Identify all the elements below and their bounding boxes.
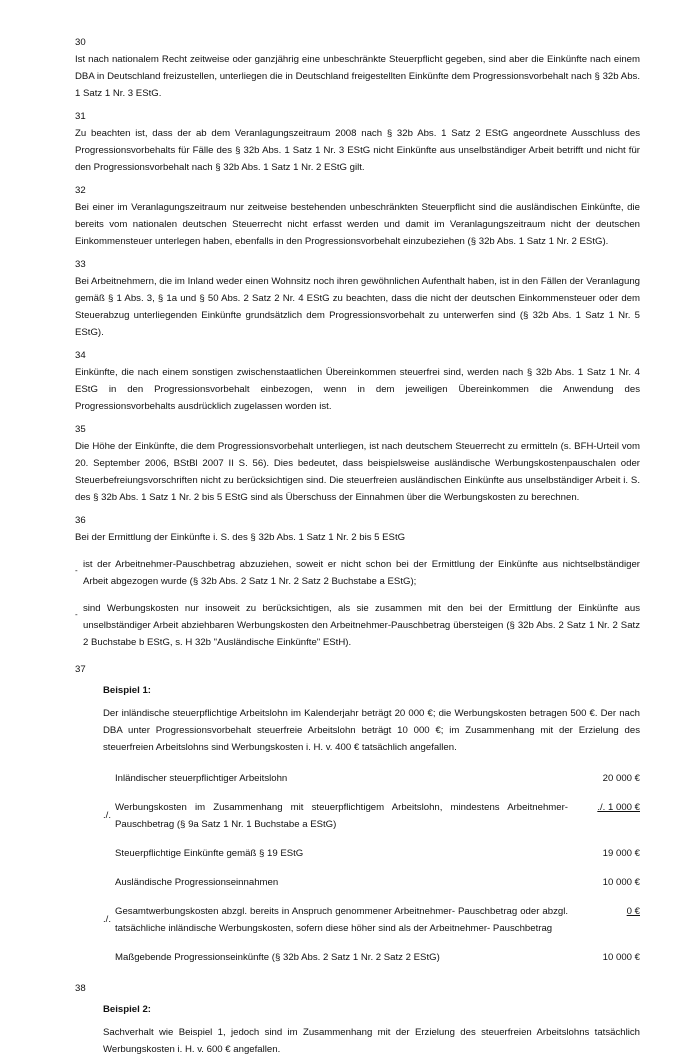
dash-bullet: - [75,610,78,619]
paragraph-34 [75,347,640,415]
paragraph-number: 38 [75,983,86,994]
operator-cell [103,868,115,897]
example-text: Sachverhalt wie Beispiel 1, jedoch sind im Zusammenhang mit der Erzielung des steuerfreien Arbeitslohns tatsächlich Werbungskosten i. H. v. 600 € angefallen. [103,1027,640,1055]
example-text: Der inländische steuerpflichtige Arbeitslohn im Kalenderjahr beträgt 20 000 €; die Werbungskosten betragen 500 €. Der nach DBA unter Progressionsvorbehalt steuerfreie Arbeitslohn beträgt 10 000 €; im Zusammenhang mit der Erzielung des steuerfreien Arbeitslohns sind Werbungskosten i. H. v. 400 € tatsächlich angefallen. [103,708,640,753]
paragraph-37 [75,661,640,972]
paragraph-number: 36 [75,515,86,526]
paragraph-38 [75,980,640,1058]
label-cell: Inländischer steuerpflichtiger Arbeitslohn [115,773,288,784]
operator-cell [103,943,115,972]
paragraph-text: Die Höhe der Einkünfte, die dem Progressionsvorbehalt unterliegen, ist nach deutschem Steuerrecht zu ermitteln (s. BFH-Urteil vom 20. September 2006, BStBl 2007 II S. 56). Dies bedeutet, dass beispielsweise ausländische Werbungskostenpauschalen oder Steuerbefreiungsvorschriften nicht zu berücksichtigen sind. Die steuerfreien ausländischen Einkünfte aus unselbständiger Arbeit i. S. des § 32b Abs. 1 Satz 1 Nr. 2 bis 5 EStG sind als Überschuss der Einnahmen über die Werbungskosten zu berechnen. [75,441,640,503]
paragraph-number: 30 [75,37,86,48]
example-body [75,682,640,972]
paragraph-33 [75,256,640,341]
list-item [75,556,640,590]
amount-cell: 10 000 € [602,952,640,963]
paragraph-number: 33 [75,259,86,270]
amount-cell: 19 000 € [602,848,640,859]
example-body [75,1001,640,1058]
label-cell: Ausländische Progressionseinnahmen [115,877,279,888]
list-item [75,600,640,651]
table-row [103,839,640,868]
paragraph-text: Zu beachten ist, dass der ab dem Veranlagungszeitraum 2008 nach § 32b Abs. 1 Satz 2 EStG angeordnete Ausschluss des Progressionsvorbehalts für Fälle des § 32b Abs. 1 Satz 1 Nr. 3 EStG nicht Einkünfte aus unselbständiger Arbeit betrifft und nicht für den Progressionsvorbehalt nach § 32b Abs. 1 Satz 1 Nr. 2 EStG gilt. [75,128,640,173]
operator-cell: ./. [103,810,111,821]
label-cell: Werbungskosten im Zusammenhang mit steuerpflichtigem Arbeitslohn, mindestens Arbeitnehmer- Pauschbetrag (§ 9a Satz 1 Nr. 1 Buchstabe a EStG) [115,802,568,830]
paragraph-35 [75,421,640,506]
list-item-text: ist der Arbeitnehmer-Pauschbetrag abzuziehen, soweit er nicht schon bei der Ermittlung der Einkünfte aus nichtselbständiger Arbeit abgezogen wurde (§ 32b Abs. 2 Satz 1 Nr. 2 Satz 2 Buchstabe a EStG); [83,559,640,587]
table-row [103,868,640,897]
list-item-text: sind Werbungskosten nur insoweit zu berücksichtigen, als sie zusammen mit den bei der Ermittlung der Einkünfte aus unselbständiger Arbeit abziehbaren Werbungskosten den Arbeitnehmer-Pauschbetrag übersteigen (§ 32b Abs. 2 Satz 1 Nr. 2 Satz 2 Buchstabe b EStG, s. H 32b "Ausländische Einkünfte" EStH). [83,603,640,648]
amount-cell: 0 € [626,906,640,917]
dash-bullet: - [75,566,78,575]
operator-cell: ./. [103,914,111,925]
paragraph-number: 34 [75,350,86,361]
operator-cell [103,839,115,868]
paragraph-number: 31 [75,111,86,122]
paragraph-text: Bei einer im Veranlagungszeitraum nur zeitweise bestehenden unbeschränkten Steuerpflicht sind die ausländischen Einkünfte, die bereits vom nationalen deutschen Steuerrecht nicht erfasst werden und damit im Veranlagungszeitraum nicht der deutschen Einkommensteuer unterlegen haben, ebenfalls in den Progressionsvorbehalt einzubeziehen (§ 32b Abs. 1 Satz 1 Nr. 2 EStG). [75,202,640,247]
table-row [103,793,640,839]
paragraph-30 [75,34,640,102]
paragraph-text: Einkünfte, die nach einem sonstigen zwischenstaatlichen Übereinkommen steuerfrei sind, werden nach § 32b Abs. 1 Satz 1 Nr. 4 EStG in den Progressionsvorbehalt einbezogen, wenn in dem jeweiligen Übereinkommen die Anwendung des Progressionsvorbehalts ausdrücklich zugelassen worden ist. [75,367,640,412]
amount-cell: 20 000 € [602,773,640,784]
calculation-table [103,764,640,972]
amount-cell: 10 000 € [602,877,640,888]
paragraph-text: Ist nach nationalem Recht zeitweise oder ganzjährig eine unbeschränkte Steuerpflicht gegeben, sind aber die Einkünfte nach einem DBA in Deutschland freizustellen, unterliegen die in Deutschland freigestellten Einkünfte dem Progressionsvorbehalt nach § 32b Abs. 1 Satz 1 Nr. 3 EStG. [75,54,640,99]
paragraph-number: 32 [75,185,86,196]
label-cell: Gesamtwerbungskosten abzgl. bereits in Anspruch genommener Arbeitnehmer- Pauschbetrag oder abzgl. tatsächliche inländische Werbungskosten, sofern diese höher sind als der Arbeitnehmer- Pauschbetrag [115,906,568,934]
table-row [103,943,640,972]
paragraph-36 [75,512,640,651]
operator-cell [103,764,115,793]
paragraph-intro: Bei der Ermittlung der Einkünfte i. S. des § 32b Abs. 1 Satz 1 Nr. 2 bis 5 EStG [75,532,406,543]
table-row [103,764,640,793]
amount-cell: ./. 1 000 € [597,802,640,813]
table-row [103,897,640,943]
paragraph-32 [75,182,640,250]
paragraph-number: 35 [75,424,86,435]
label-cell: Maßgebende Progressionseinkünfte (§ 32b Abs. 2 Satz 1 Nr. 2 Satz 2 EStG) [115,952,440,963]
example-title: Beispiel 2: [103,1004,151,1015]
paragraph-number: 37 [75,664,86,675]
paragraph-31 [75,108,640,176]
example-title: Beispiel 1: [103,685,151,696]
label-cell: Steuerpflichtige Einkünfte gemäß § 19 EStG [115,848,304,859]
paragraph-text: Bei Arbeitnehmern, die im Inland weder einen Wohnsitz noch ihren gewöhnlichen Aufenthalt haben, ist in den Fällen der Veranlagung gemäß § 1 Abs. 3, § 1a und § 50 Abs. 2 Satz 2 Nr. 4 EStG zu beachten, dass die nicht der deutschen Einkommensteuer oder dem Steuerabzug unterliegenden Einkünfte grundsätzlich dem Progressionsvorbehalt zu unterwerfen sind (§ 32b Abs. 1 Satz 1 Nr. 5 EStG). [75,276,640,338]
